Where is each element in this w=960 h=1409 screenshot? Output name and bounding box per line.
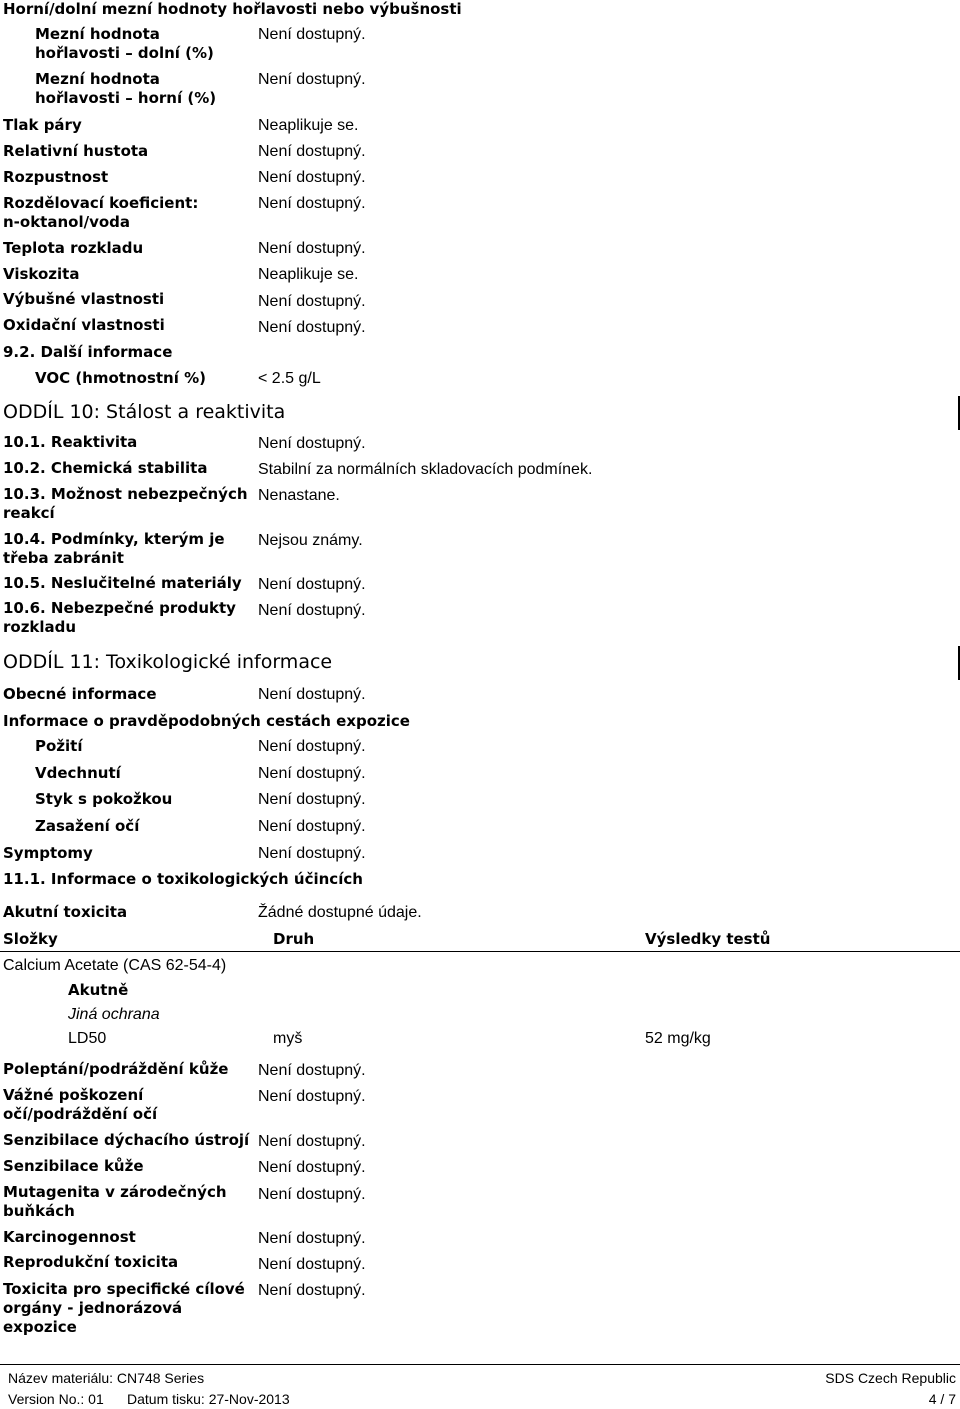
tox-label: Senzibilace dýchacího ústrojí <box>3 1131 250 1149</box>
tox-value: Není dostupný. <box>258 1133 366 1150</box>
route-value: Není dostupný. <box>258 765 366 782</box>
prop-label: Mezní hodnota <box>35 25 160 43</box>
stability-value: Nejsou známy. <box>258 532 363 549</box>
tox-value: Není dostupný. <box>258 1282 366 1299</box>
voc-label: VOC (hmotnostní %) <box>35 369 206 387</box>
prop-value: Není dostupný. <box>258 240 366 257</box>
prop-value: Není dostupný. <box>258 143 366 160</box>
acute-toxicity-value: Žádné dostupné údaje. <box>258 904 422 921</box>
exposure-routes-heading: Informace o pravděpodobných cestách expozice <box>3 712 410 730</box>
prop-value: Není dostupný. <box>258 169 366 186</box>
stability-label: rozkladu <box>3 618 77 636</box>
prop-label: Oxidační vlastnosti <box>3 316 165 334</box>
stability-value: Nenastane. <box>258 487 340 504</box>
prop-label: Mezní hodnota <box>35 70 160 88</box>
stability-label: 10.3. Možnost nebezpečných <box>3 485 248 503</box>
stability-label: 10.1. Reaktivita <box>3 433 138 451</box>
test-result: 52 mg/kg <box>645 1030 711 1047</box>
tox-value: Není dostupný. <box>258 1186 366 1203</box>
tox-label: Poleptání/podráždění kůže <box>3 1060 229 1078</box>
section-10-title: ODDÍL 10: Stálost a reaktivita <box>3 401 286 423</box>
route-subheading: Jiná ochrana <box>68 1006 160 1023</box>
stability-label: 10.6. Nebezpečné produkty <box>3 599 236 617</box>
stability-label: 10.5. Neslučitelné materiály <box>3 574 242 592</box>
tox-label: očí/podráždění očí <box>3 1105 158 1123</box>
prop-label: Výbušné vlastnosti <box>3 290 165 308</box>
tox-value: Není dostupný. <box>258 1062 366 1079</box>
prop-label: Tlak páry <box>3 116 82 134</box>
prop-value: Není dostupný. <box>258 26 366 43</box>
prop-label: Viskozita <box>3 265 80 283</box>
prop-value: Není dostupný. <box>258 293 366 310</box>
tox-label: Toxicita pro specifické cílové <box>3 1280 245 1298</box>
prop-label: Rozpustnost <box>3 168 109 186</box>
footer-rule <box>0 1364 960 1365</box>
route-label: Vdechnutí <box>35 764 121 782</box>
route-value: Není dostupný. <box>258 818 366 835</box>
prop-value: Není dostupný. <box>258 71 366 88</box>
symptoms-value: Není dostupný. <box>258 845 366 862</box>
route-label: Styk s pokožkou <box>35 790 173 808</box>
tox-effects-heading: 11.1. Informace o toxikologických účincích <box>3 870 363 888</box>
tox-value: Není dostupný. <box>258 1159 366 1176</box>
general-info-value: Není dostupný. <box>258 686 366 703</box>
footer-version: Version No.: 01 <box>8 1391 104 1407</box>
tox-label: Reprodukční toxicita <box>3 1253 179 1271</box>
prop-label: n-oktanol/voda <box>3 213 131 231</box>
tox-label: Senzibilace kůže <box>3 1157 144 1175</box>
prop-value: Neaplikuje se. <box>258 117 359 134</box>
acute-toxicity-label: Akutní toxicita <box>3 903 128 921</box>
table-header-species: Druh <box>273 930 315 948</box>
prop-label: Rozdělovací koeficient: <box>3 194 199 212</box>
tox-label: Vážné poškození <box>3 1086 144 1104</box>
prop-label: Relativní hustota <box>3 142 149 160</box>
tox-value: Není dostupný. <box>258 1230 366 1247</box>
footer-material: Název materiálu: CN748 Series <box>8 1370 205 1386</box>
prop-label: Teplota rozkladu <box>3 239 144 257</box>
route-label: Zasažení očí <box>35 817 140 835</box>
test-species: myš <box>273 1030 303 1047</box>
prop-value: Není dostupný. <box>258 195 366 212</box>
section-11-title: ODDÍL 11: Toxikologické informace <box>3 651 333 673</box>
further-info-heading: 9.2. Další informace <box>3 343 173 361</box>
prop-value: Není dostupný. <box>258 319 366 336</box>
stability-value: Není dostupný. <box>258 435 366 452</box>
stability-label: reakcí <box>3 504 55 522</box>
flammability-heading: Horní/dolní mezní hodnoty hořlavosti nebo výbušnosti <box>3 0 462 18</box>
prop-label: hořlavosti – horní (%) <box>35 89 217 107</box>
route-label: Požití <box>35 737 83 755</box>
table-header-rule <box>0 951 960 952</box>
tox-value: Není dostupný. <box>258 1256 366 1273</box>
route-value: Není dostupný. <box>258 738 366 755</box>
acute-subheading: Akutně <box>68 981 129 999</box>
tox-label: buňkách <box>3 1202 75 1220</box>
footer-country: SDS Czech Republic <box>825 1370 956 1386</box>
general-info-label: Obecné informace <box>3 685 157 703</box>
tox-value: Není dostupný. <box>258 1088 366 1105</box>
stability-label: 10.2. Chemická stabilita <box>3 459 208 477</box>
stability-value: Stabilní za normálních skladovacích podmínek. <box>258 461 593 478</box>
footer-print-date: Datum tisku: 27-Nov-2013 <box>127 1391 290 1407</box>
stability-value: Není dostupný. <box>258 602 366 619</box>
footer-page-number: 4 / 7 <box>928 1391 956 1407</box>
stability-label: 10.4. Podmínky, kterým je <box>3 530 225 548</box>
tox-label: expozice <box>3 1318 77 1336</box>
tox-label: Karcinogennost <box>3 1228 136 1246</box>
stability-label: třeba zabránit <box>3 549 124 567</box>
prop-label: hořlavosti – dolní (%) <box>35 44 214 62</box>
tox-label: orgány - jednorázová <box>3 1299 183 1317</box>
symptoms-label: Symptomy <box>3 844 93 862</box>
voc-value: < 2.5 g/L <box>258 370 321 387</box>
tox-label: Mutagenita v zárodečných <box>3 1183 227 1201</box>
test-type: LD50 <box>68 1030 107 1047</box>
route-value: Není dostupný. <box>258 791 366 808</box>
table-header-components: Složky <box>3 930 58 948</box>
prop-value: Neaplikuje se. <box>258 266 359 283</box>
table-header-results: Výsledky testů <box>645 930 771 948</box>
stability-value: Není dostupný. <box>258 576 366 593</box>
component-name: Calcium Acetate (CAS 62-54-4) <box>3 957 227 974</box>
